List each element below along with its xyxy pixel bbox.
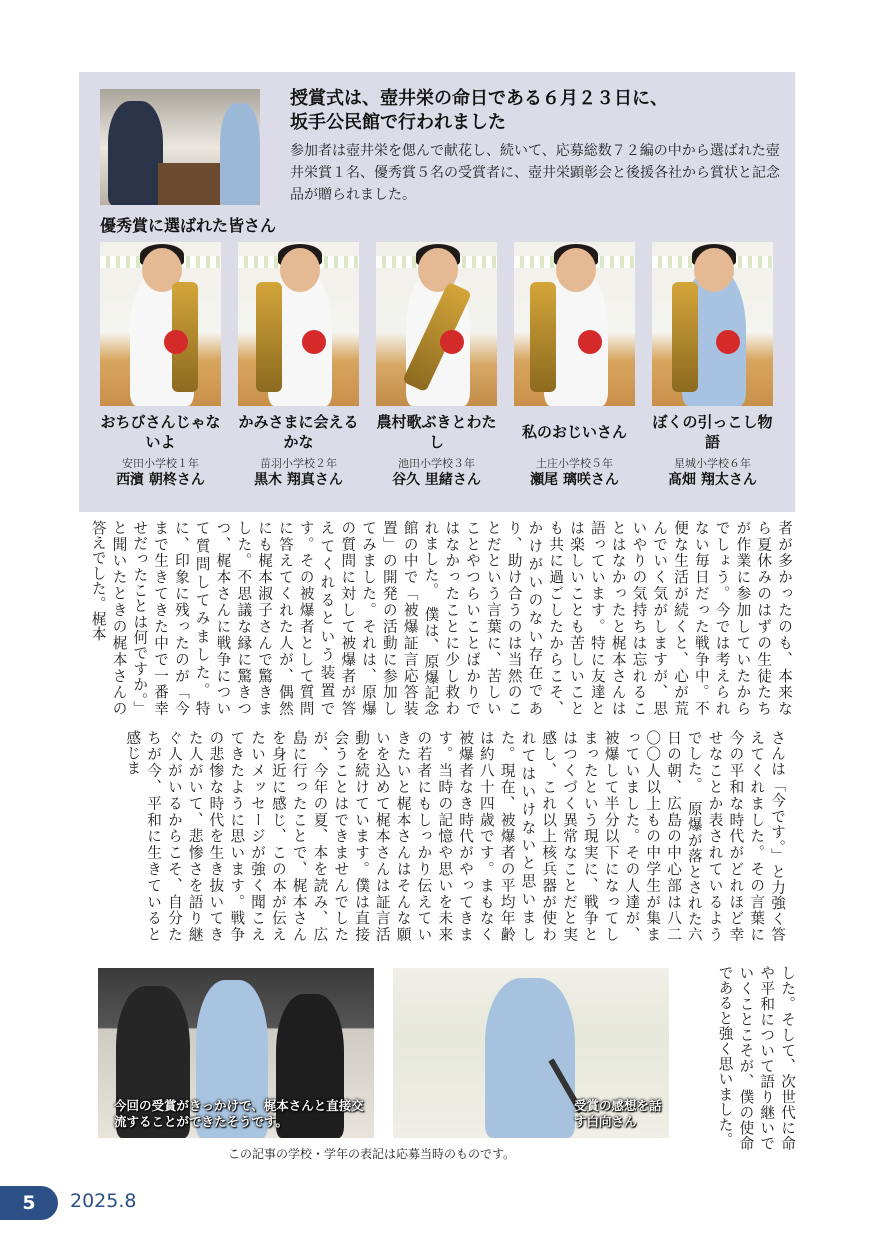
- presenter-figure: [108, 101, 163, 205]
- winner-name: 黒木 翔真さん: [254, 472, 343, 488]
- essay-column-1: 者が多かったのも、本来なら夏休みのはずの生徒たちが作業に参加していたからでしょう。今では考えられない毎日だった戦争中。不便な生活が続くと、心が荒んでいく気がしますが、思いやりの気持ちは忘れることはなかったと梶本さんは語っています。特に友達とは楽しいことも苦しいことも共に過ごしたからこそ、かけがいのない存在であり、助け合うのは当然のことだという言葉に、苦しいことやつらいことばかりではなかったことに少し救われました。 僕は、原爆記念館の中で「被爆証言応答装置」の開発の活動に参加してみました。それは、原爆の質問に対して被爆者が答えてくれるという装置です。その被爆者として質問に答えてくれた人が、偶然にも梶本淑子さんで驚きました。不思議な縁に驚きつつ、梶本さんに戦争について質問してみました。特に、印象に残ったのが「今まで生きてきた中で一番幸せだったことは何ですか。」と聞いたときの梶本さんの答えでした。梶本: [89, 520, 793, 716]
- issue-date: 2025.8: [70, 1190, 137, 1212]
- winner-name: 髙畑 翔太さん: [668, 472, 757, 488]
- winner-card: [652, 242, 773, 489]
- podium: [158, 163, 220, 205]
- winner-school: 池田小学校３年: [398, 457, 475, 470]
- winner-photo: [376, 242, 497, 406]
- student-figure: [485, 978, 575, 1138]
- winner-card: [514, 242, 635, 489]
- page-number-badge: 5: [0, 1186, 58, 1220]
- speech-photo-caption: 受賞の感想を話す白向さん: [574, 1098, 662, 1129]
- recipient-figure: [220, 103, 260, 205]
- winners-section-title: 優秀賞に選ばれた皆さん: [100, 216, 277, 235]
- winner-school: 星城小学校６年: [674, 457, 751, 470]
- winner-photo: [514, 242, 635, 406]
- winner-work-title: おちびさんじゃないよ: [100, 413, 221, 451]
- school-grade-footnote: この記事の学校・学年の表記は応募当時のものです。: [228, 1147, 516, 1161]
- headline-line-1: 授賞式は、壺井栄の命日である６月２３日に、: [290, 88, 668, 109]
- ceremony-headline: [290, 87, 668, 135]
- winner-work-title: ぼくの引っこし物語: [652, 413, 773, 451]
- winner-photo: [652, 242, 773, 406]
- winner-card: [238, 242, 359, 489]
- winner-name: 瀬尾 璃咲さん: [530, 472, 619, 488]
- winner-school: 苗羽小学校２年: [260, 457, 337, 470]
- winner-name: 西濱 朝柊さん: [116, 472, 205, 488]
- winner-card: [100, 242, 221, 489]
- exchange-photo-caption: 今回の受賞がきっかけで、梶本さんと直接交流することができたそうです。: [114, 1098, 364, 1129]
- winner-school: 土庄小学校５年: [536, 457, 613, 470]
- winner-work-title: かみさまに会えるかな: [238, 413, 359, 451]
- winner-photo: [100, 242, 221, 406]
- ceremony-lead-text: 参加者は壺井栄を偲んで献花し、続いて、応募総数７２編の中から選ばれた壺井栄賞１名、優秀賞５名の受賞者に、壺井栄顕彰会と後援各社から賞状と記念品が贈られました。: [290, 143, 780, 203]
- winner-card: [376, 242, 497, 489]
- winner-work-title: 農村歌ぶきとわたし: [376, 413, 497, 451]
- winner-photo: [238, 242, 359, 406]
- headline-line-2: 坂手公民館で行われました: [290, 112, 506, 133]
- essay-column-3: した。そして、次世代に命や平和について語り継いでいくことこそが、僕の使命であると強く思いました。: [716, 965, 796, 1151]
- winner-school: 安田小学校１年: [122, 457, 199, 470]
- winner-name: 谷久 里緒さん: [392, 472, 481, 488]
- essay-column-2: さんは「今です。」と力強く答えてくれました。その言葉に今の平和な時代がどれほど幸せなことか表されているようでした。 原爆が落とされた六日の朝、広島の中心部は八二〇〇人以上もの中学生が集まっていました。その人達が、被爆して半分以下になってしまったという現実に、戦争とはつくづく異常なことだと実感し、これ以上核兵器が使われてはいけないと思いました。現在、被爆者の平均年齢は約八十四歳です。まもなく被爆者なき時代がやってきます。当時の記憶や思いを未来の若者にもしっかり伝えていきたいと梶本さんはそんな願いを込めて梶本さんは証言活動を続けています。僕は直接会うことはできませんでしたが、今年の夏、本を読み、広島に行ったことで、梶本さんを身近に感じ、この本が伝えたいメッセージが強く聞こえてきたように思います。戦争の悲惨な時代を生き抜いてきた人がいて、悲惨さを語り継ぐ人がいるからこそ、自分たちが今、平和に生きていると感じま: [124, 730, 786, 942]
- winner-work-title: 私のおじいさん: [521, 423, 627, 441]
- ceremony-photo: [100, 89, 260, 205]
- ceremony-info-box: [79, 72, 795, 512]
